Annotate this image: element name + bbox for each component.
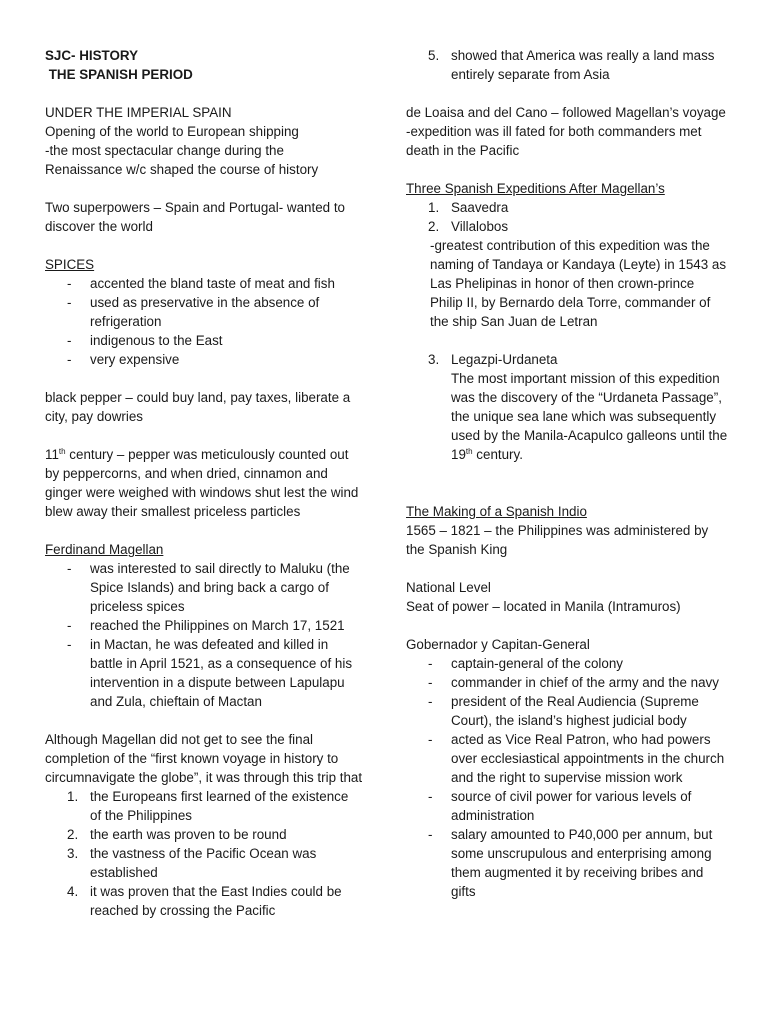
spices-list xyxy=(45,274,363,369)
list-item: 4. it was proven that the East Indies could be reached by crossing the Pacific xyxy=(67,884,342,918)
list-item: - very expensive xyxy=(67,352,180,367)
list-item: - indigenous to the East xyxy=(67,333,223,348)
left-column xyxy=(45,46,363,920)
century-paragraph: 11th century – pepper was meticulously counted out by peppercorns, and when dried, cinnamon and ginger were weighed with windows shut lest the wind blew away their smallest priceless particles xyxy=(45,447,359,519)
list-item: - commander in chief of the army and the navy xyxy=(428,675,719,690)
indio-heading: The Making of a Spanish Indio xyxy=(406,504,587,519)
imperial-line-2: -the most spectacular change during the Renaissance w/c shaped the course of history xyxy=(45,143,319,177)
imperial-line-1: Opening of the world to European shipping xyxy=(45,124,299,139)
expeditions-list xyxy=(406,198,728,236)
voyage-results-list xyxy=(45,787,363,920)
gobernador-heading: Gobernador y Capitan-General xyxy=(406,637,590,652)
list-item: - president of the Real Audiencia (Supreme Court), the island’s highest judicial body xyxy=(428,694,699,728)
expedition-3 xyxy=(406,350,728,369)
list-item: - captain-general of the colony xyxy=(428,656,623,671)
list-item: 3. Legazpi-Urdaneta xyxy=(428,352,558,367)
magellan-list xyxy=(45,559,363,711)
list-item: - used as preservative in the absence of refrigeration xyxy=(67,295,320,329)
although-paragraph: Although Magellan did not get to see the final completion of the “first known voyage in history to circumnavigate the globe”, it was through this trip that xyxy=(45,732,363,785)
list-item: - acted as Vice Real Patron, who had powers over ecclesiastical appointments in the church and the right to supervise mission work xyxy=(428,732,725,785)
spices-heading: SPICES xyxy=(45,257,95,272)
right-column xyxy=(406,46,728,901)
list-item: 1. Saavedra xyxy=(428,200,509,215)
legazpi-note: The most important mission of this expedition was the discovery of the “Urdaneta Passage”, the unique sea lane which was subsequently used by the Manila-Acapulco galleons until the 19th century. xyxy=(451,371,728,462)
period-title: THE SPANISH PERIOD xyxy=(45,67,193,82)
voyage-results-continued xyxy=(406,46,728,84)
list-item: - accented the bland taste of meat and fish xyxy=(67,276,335,291)
expeditions-heading: Three Spanish Expeditions After Magellan’s xyxy=(406,181,665,196)
list-item: 5. showed that America was really a land mass entirely separate from Asia xyxy=(428,48,715,82)
list-item: - reached the Philippines on March 17, 1521 xyxy=(67,618,345,633)
list-item: - was interested to sail directly to Maluku (the Spice Islands) and bring back a cargo of priceless spices xyxy=(67,561,350,614)
list-item: - source of civil power for various levels of administration xyxy=(428,789,692,823)
black-pepper-paragraph: black pepper – could buy land, pay taxes, liberate a city, pay dowries xyxy=(45,390,351,424)
loaisa-line-1: de Loaisa and del Cano – followed Magellan’s voyage xyxy=(406,105,726,120)
gobernador-list xyxy=(406,654,728,901)
indio-line: 1565 – 1821 – the Philippines was administered by the Spanish King xyxy=(406,523,709,557)
magellan-heading: Ferdinand Magellan xyxy=(45,542,164,557)
list-item: - in Mactan, he was defeated and killed in battle in April 1521, as a consequence of his intervention in a dispute between Lapulapu and Zula, chieftain of Mactan xyxy=(67,637,353,709)
list-item: 2. the earth was proven to be round xyxy=(67,827,287,842)
seat-of-power: Seat of power – located in Manila (Intramuros) xyxy=(406,599,681,614)
list-item: - salary amounted to P40,000 per annum, but some unscrupulous and enterprising among them augmented it by receiving bribes and gifts xyxy=(428,827,713,899)
imperial-heading: UNDER THE IMPERIAL SPAIN xyxy=(45,105,232,120)
list-item: 1. the Europeans first learned of the existence of the Philippines xyxy=(67,789,349,823)
list-item: 3. the vastness of the Pacific Ocean was established xyxy=(67,846,317,880)
list-item: 2. Villalobos xyxy=(428,219,509,234)
villalobos-note: -greatest contribution of this expedition was the naming of Tandaya or Kandaya (Leyte) in 1543 as Las Phelipinas in honor of then crown-prince Philip II, by Bernardo dela Torre, commander of the ship San Juan de Letran xyxy=(430,238,727,329)
superpowers-paragraph: Two superpowers – Spain and Portugal- wanted to discover the world xyxy=(45,200,345,234)
course-title: SJC- HISTORY xyxy=(45,48,139,63)
loaisa-line-2: -expedition was ill fated for both commanders met death in the Pacific xyxy=(406,124,702,158)
national-level-heading: National Level xyxy=(406,580,491,595)
